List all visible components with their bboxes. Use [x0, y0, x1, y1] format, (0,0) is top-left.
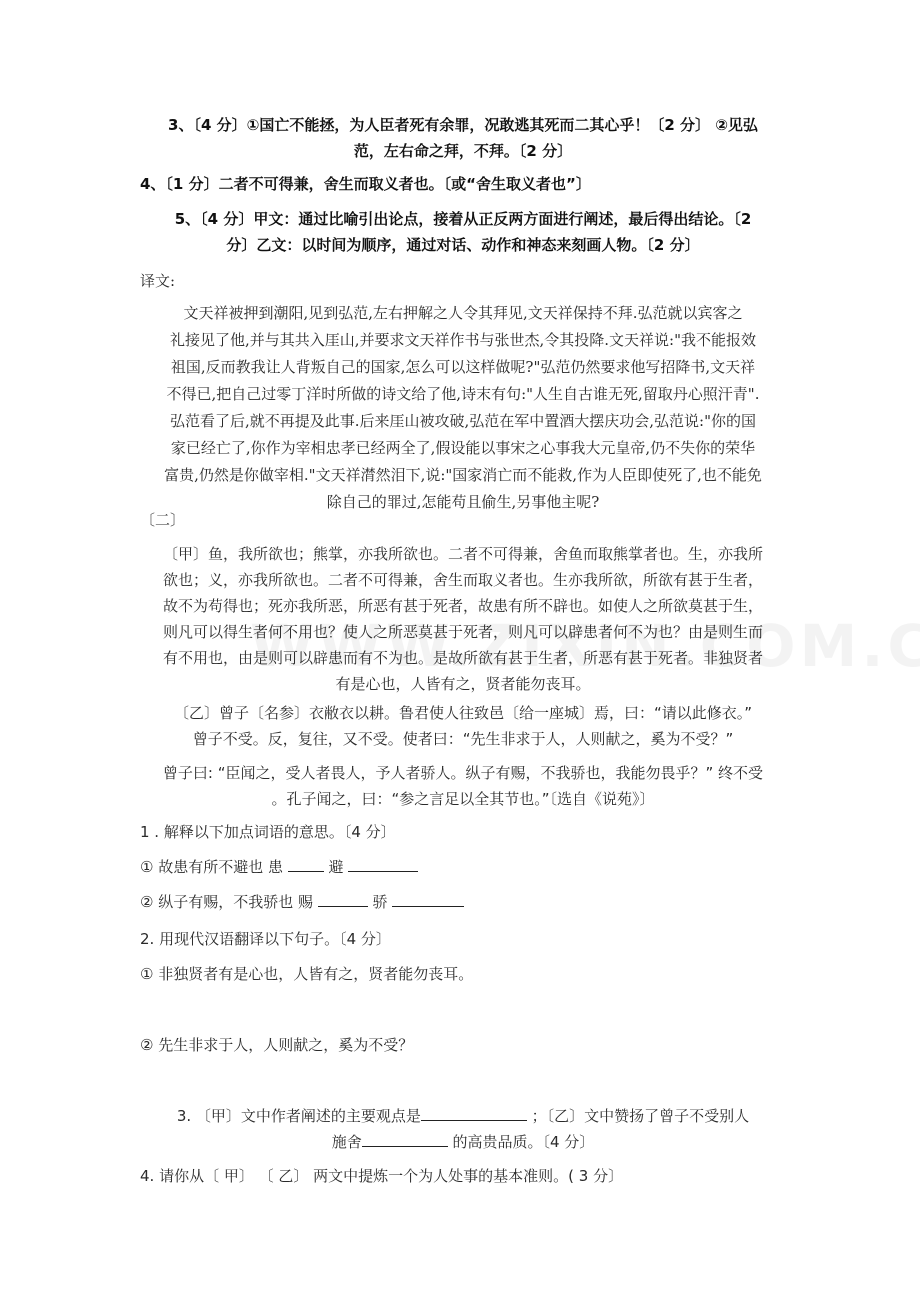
translation-line: 弘范看了后,就不再提及此事.后来厓山被攻破,弘范在军中置酒大摆庆功会,弘范说:"你的国	[169, 412, 757, 430]
question-text: 骄	[372, 893, 393, 911]
translation-label: 译文:	[140, 272, 176, 290]
question-2-item-2: ② 先生非求于人，人则献之，奚为不受？	[140, 1036, 414, 1054]
answer-blank[interactable]	[421, 1105, 527, 1121]
answer-blank[interactable]	[318, 891, 368, 907]
passage-line: 〔乙〕曾子〔名参〕衣敝衣以耕。鲁君使人往致邑〔给一座城〕焉，曰：“请以此修衣。”	[173, 704, 753, 722]
answer-3-line1: 3、〔4 分〕①国亡不能拯，为人臣者死有余罪，况敢逃其死而二其心乎！〔2 分〕 ②见弘	[168, 116, 758, 134]
answer-blank[interactable]	[348, 856, 418, 872]
question-text: ① 故患有所不避也 患	[140, 858, 283, 876]
question-1-item-1	[140, 854, 786, 880]
translation-line: 礼接见了他,并与其共入厓山,并要求文天祥作书与张世杰,令其投降.文天祥说:"我不能报效	[169, 331, 757, 349]
question-2-item-1: ① 非独贤者有是心也，人皆有之，贤者能勿丧耳。	[140, 965, 474, 983]
question-3	[140, 1103, 786, 1155]
question-text: ② 纵子有赐，不我骄也 赐	[140, 893, 318, 911]
question-4: 4. 请你从〔 甲〕 〔 乙〕 两文中提炼一个为人处事的基本准则。( 3 分〕	[140, 1167, 624, 1185]
passage-line: 则凡可以得生者何不用也？使人之所恶莫甚于死者，则凡可以辟患者何不为也？由是则生而	[162, 623, 763, 641]
question-text: ；〔乙〕文中赞扬了曾子不受别人	[526, 1107, 750, 1125]
passage-yi	[140, 700, 786, 752]
answer-blank[interactable]	[362, 1131, 448, 1147]
answer-3-line2: 范，左右命之拜，不拜。〔2 分〕	[353, 142, 573, 160]
question-text: 3. 〔甲〕文中作者阐述的主要观点是	[176, 1107, 421, 1125]
question-text: 施舍	[331, 1133, 362, 1151]
translation-line: 富贵,仍然是你做宰相."文天祥潸然泪下,说:"国家消亡而不能救,作为人臣即使死了,也不能免	[164, 466, 762, 484]
passage-line: 曾子不受。反，复往，又不受。使者曰：“先生非求于人，人则献之，奚为不受？”	[192, 730, 734, 748]
question-3-line2	[140, 1129, 786, 1155]
answer-blank[interactable]	[288, 856, 324, 872]
question-2: 2. 用现代汉语翻译以下句子。〔4 分〕	[140, 930, 391, 948]
answer-5	[140, 206, 786, 258]
translation-body	[140, 300, 786, 516]
question-text: 的高贵品质。〔4 分〕	[447, 1133, 595, 1151]
passage-line: 。孔子闻之，曰：“参之言足以全其节也。”〔选自《说苑》〕	[271, 790, 655, 808]
passage-line: 故不为苟得也；死亦我所恶，所恶有甚于死者，故患有所不辟也。如使人之所欲莫甚于生，	[162, 597, 763, 615]
question-1-item-2	[140, 889, 786, 915]
passage-line: 欲也；义，亦我所欲也。二者不可得兼，舍生而取义者也。生亦我所欲，所欲有甚于生者，	[162, 571, 763, 589]
passage-line: 曾子曰: “臣闻之，受人者畏人，予人者骄人。纵子有赐，不我骄也，我能勿畏乎？” 终不受	[162, 764, 764, 782]
question-1: 1 . 解释以下加点词语的意思。〔4 分〕	[140, 823, 396, 841]
question-3-line1	[140, 1103, 786, 1129]
answer-blank[interactable]	[392, 891, 464, 907]
passage-yi-continued	[140, 760, 786, 812]
answer-4: 4、〔1 分〕二者不可得兼，舍生而取义者也。〔或“舍生取义者也”〕	[140, 175, 591, 193]
passage-jia	[140, 541, 786, 697]
translation-line: 除自己的罪过,怎能苟且偷生,另事他主呢?	[326, 493, 600, 511]
translation-line: 家已经亡了,你作为宰相忠孝已经两全了,假设能以事宋之心事我大元皇帝,仍不失你的荣华	[170, 439, 756, 457]
question-text: 避	[328, 858, 344, 876]
answer-3	[140, 112, 786, 164]
passage-line: 〔甲〕鱼，我所欲也；熊掌，亦我所欲也。二者不可得兼，舍鱼而取熊掌者也。生，亦我所	[162, 545, 763, 563]
section-heading: 〔二〕	[140, 511, 186, 529]
passage-line: 有不用也，由是则可以辟患而有不为也。是故所欲有甚于生者，所恶有甚于死者。非独贤者	[162, 649, 763, 667]
answer-5-line2: 分〕乙文：以时间为顺序，通过对话、动作和神态来刻画人物。〔2 分〕	[226, 236, 700, 254]
translation-line: 不得已,把自己过零丁洋时所做的诗文给了他,诗末有句:"人生自古谁无死,留取丹心照汗青".	[166, 385, 760, 403]
translation-line: 文天祥被押到潮阳,见到弘范,左右押解之人令其拜见,文天祥保持不拜.弘范就以宾客之	[183, 304, 743, 322]
answer-5-line1: 5、〔4 分〕甲文：通过比喻引出论点，接着从正反两方面进行阐述，最后得出结论。〔2	[174, 210, 752, 228]
passage-line: 有是心也，人皆有之，贤者能勿丧耳。	[335, 675, 591, 693]
translation-line: 祖国,反而教我让人背叛自己的国家,怎么可以这样做呢?"弘范仍然要求他写招降书,文天祥	[170, 358, 756, 376]
